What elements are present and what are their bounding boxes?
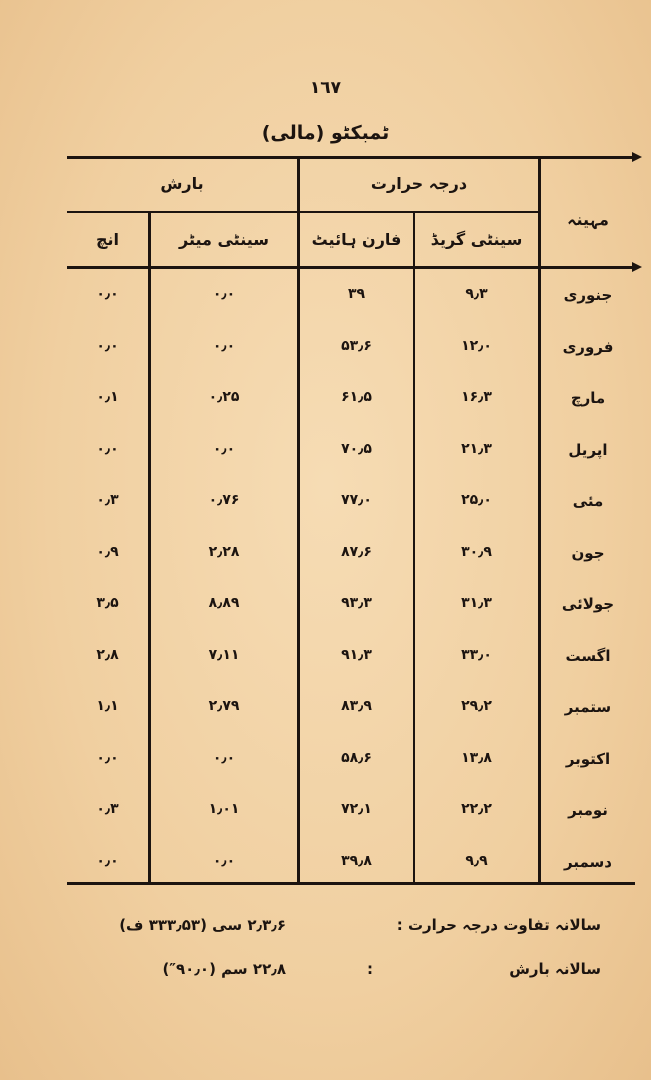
month-cell: جنوری xyxy=(563,286,613,304)
annual-rain-value: ۲۲٫۸ سم (۹۰٫۰″) xyxy=(162,960,286,978)
fahrenheit-cell: ۷۰٫۵ xyxy=(341,440,372,457)
month-cell: جون xyxy=(571,543,605,562)
header-bottom-border xyxy=(67,266,635,269)
cm-cell: ۰٫۲۵ xyxy=(208,389,240,405)
celsius-cell: ۲۵٫۰ xyxy=(461,492,492,508)
cm-cell: ۰٫۰ xyxy=(212,286,236,302)
annual-range-value: ۲٫۳٫۶ سی (۳۳۳٫۵۳ ف) xyxy=(119,916,286,934)
cm-cell: ۰٫۷۶ xyxy=(208,492,240,508)
cm-cell: ۸٫۸۹ xyxy=(208,595,240,611)
annual-rain-colon: : xyxy=(367,960,373,978)
header-temperature: درجہ حرارت xyxy=(370,174,468,193)
month-cell: نومبر xyxy=(568,801,608,819)
month-cell: جولائی xyxy=(561,595,615,613)
month-cell: دسمبر xyxy=(564,852,612,871)
top-border-arrow xyxy=(632,152,642,162)
fahrenheit-cell: ۹۱٫۳ xyxy=(341,646,372,663)
celsius-cell: ۹٫۹ xyxy=(465,852,488,869)
celsius-cell: ۱۶٫۳ xyxy=(461,389,492,405)
inch-cell: ۲٫۸ xyxy=(96,646,119,663)
inch-cell: ۱٫۱ xyxy=(96,698,119,714)
header-month: مہینہ xyxy=(567,210,609,229)
inch-cell: ۰٫۰ xyxy=(96,852,119,869)
header-precipitation: بارش xyxy=(160,174,204,193)
cm-cell: ۰٫۰ xyxy=(212,749,236,766)
cm-cell: ۷٫۱۱ xyxy=(208,646,240,663)
month-cell: اکتوبر xyxy=(565,749,611,768)
month-cell: فروری xyxy=(562,337,614,356)
fahrenheit-cell: ۵۳٫۶ xyxy=(341,337,372,354)
page-number: ١٦٧ xyxy=(309,78,342,98)
celsius-cell: ۱۳٫۸ xyxy=(461,749,492,766)
cm-cell: ۰٫۰ xyxy=(212,440,236,457)
inch-cell: ۰٫۰ xyxy=(96,337,119,354)
inch-cell: ۰٫۹ xyxy=(96,543,119,560)
month-cell: اپریل xyxy=(568,440,608,459)
cm-cell: ۲٫۲۸ xyxy=(208,543,240,560)
fahrenheit-cell: ۹۳٫۳ xyxy=(341,595,372,611)
header-celsius: سینٹی گریڈ xyxy=(430,230,523,249)
celsius-cell: ۹٫۳ xyxy=(465,286,488,302)
col-rule-group xyxy=(297,156,300,884)
fahrenheit-cell: ۳۹٫۸ xyxy=(341,852,372,869)
inch-cell: ۰٫۰ xyxy=(96,286,119,302)
fahrenheit-cell: ۳۹ xyxy=(347,286,366,302)
page-title: ٹمبکٹو (مالی) xyxy=(261,122,390,144)
inch-cell: ۰٫۱ xyxy=(96,389,119,405)
fahrenheit-cell: ۸۳٫۹ xyxy=(341,698,372,714)
header-border-arrow xyxy=(632,262,642,272)
month-cell: ستمبر xyxy=(564,698,612,716)
inch-cell: ۰٫۰ xyxy=(96,749,119,766)
header-divider xyxy=(67,211,541,213)
annual-rain-label: سالانہ بارش xyxy=(509,960,601,978)
col-rule-month xyxy=(538,156,541,884)
cm-cell: ۲٫۷۹ xyxy=(208,698,240,714)
cm-cell: ۰٫۰ xyxy=(212,852,236,869)
fahrenheit-cell: ۸۷٫۶ xyxy=(341,543,372,560)
table-bottom-border xyxy=(67,882,635,885)
month-cell: مئی xyxy=(572,492,604,510)
celsius-cell: ۲۱٫۳ xyxy=(461,440,492,457)
inch-cell: ۳٫۵ xyxy=(96,595,119,611)
celsius-cell: ۲۹٫۲ xyxy=(461,698,492,714)
fahrenheit-cell: ۶۱٫۵ xyxy=(341,389,372,405)
fahrenheit-cell: ۷۲٫۱ xyxy=(341,801,372,817)
celsius-cell: ۱۲٫۰ xyxy=(461,337,492,354)
celsius-cell: ۳۳٫۰ xyxy=(461,646,492,663)
month-cell: اگست xyxy=(565,646,611,665)
inch-cell: ۰٫۳ xyxy=(96,492,119,508)
inch-cell: ۰٫۳ xyxy=(96,801,119,817)
celsius-cell: ۲۲٫۲ xyxy=(461,801,492,817)
table-top-border xyxy=(67,156,635,159)
month-cell: مارچ xyxy=(570,389,606,407)
fahrenheit-cell: ۷۷٫۰ xyxy=(341,492,372,508)
header-fahrenheit: فارن ہائیٹ xyxy=(311,230,402,249)
inch-cell: ۰٫۰ xyxy=(96,440,119,457)
cm-cell: ۰٫۰ xyxy=(212,337,236,354)
annual-range-label: سالانہ تفاوت درجہ حرارت : xyxy=(396,916,601,934)
celsius-cell: ۳۰٫۹ xyxy=(461,543,492,560)
fahrenheit-cell: ۵۸٫۶ xyxy=(341,749,372,766)
header-centimeter: سینٹی میٹر xyxy=(178,230,269,249)
header-inch: انچ xyxy=(95,230,120,249)
celsius-cell: ۳۱٫۳ xyxy=(461,595,492,611)
cm-cell: ۱٫۰۱ xyxy=(208,801,240,817)
